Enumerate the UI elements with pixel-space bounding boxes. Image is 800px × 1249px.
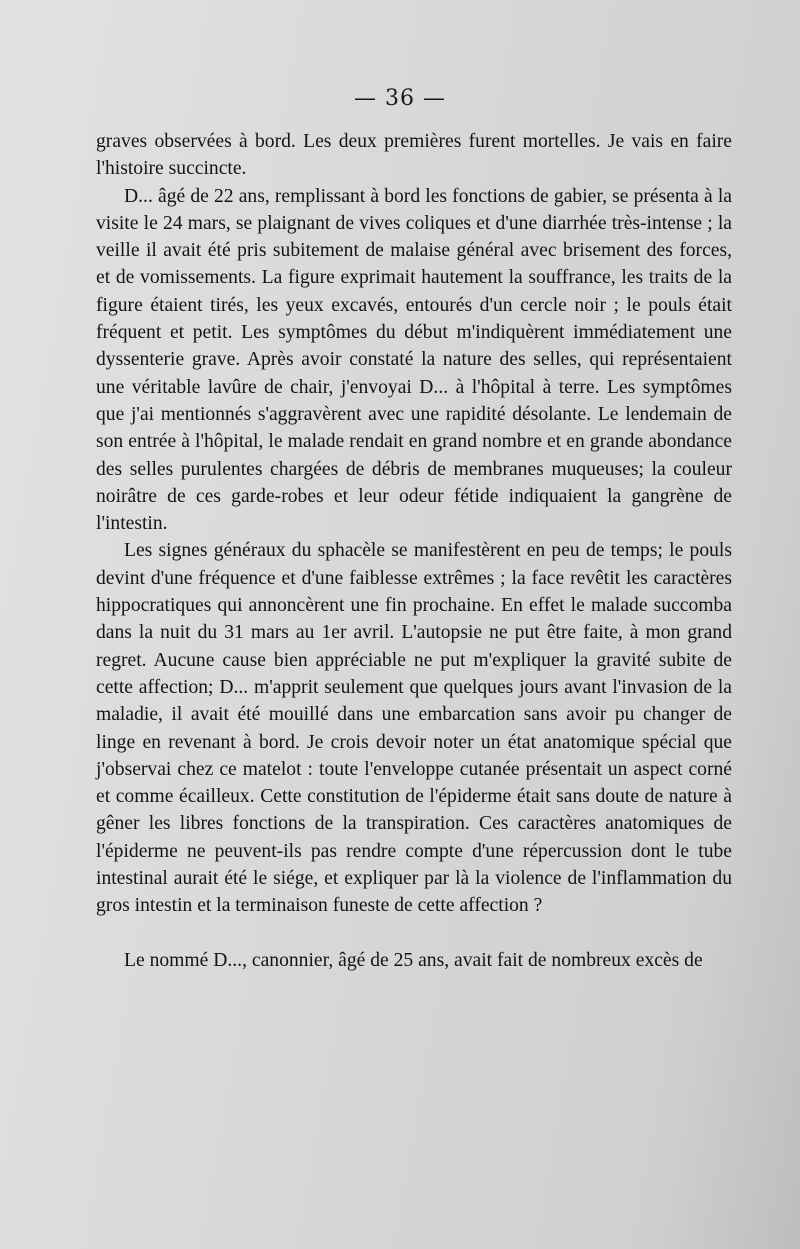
page-number: — 36 — <box>354 86 446 111</box>
body-text <box>96 128 732 974</box>
paragraph-case-one: D... âgé de 22 ans, remplissant à bord les fonctions de gabier, se présenta à la visite le 24 mars, se plaignant de vives coliques et d'une diarrhée très-intense ; la veille il avait été pris subitement de malaise général avec brisement des forces, et de vomissements. La figure exprimait hautement la souffrance, les traits de la figure étaient tirés, les yeux excavés, entourés d'un cercle noir ; le pouls était fréquent et petit. Les symptômes du début m'indiquèrent immédiatement une dyssenterie grave. Après avoir constaté la nature des selles, qui représentaient une véritable lavûre de chair, j'envoyai D... à l'hôpital à terre. Les symptômes que j'ai mentionnés s'aggravèrent avec une rapidité désolante. Le lendemain de son entrée à l'hôpital, le malade rendait en grand nombre et en grande abondance des selles purulentes chargées de débris de membranes muqueuses; la couleur noirâtre de ces garde-robes et leur odeur fétide indiquaient la gangrène de l'intestin. <box>96 185 732 535</box>
paragraph-continuation: graves observées à bord. Les deux premières furent mortelles. Je vais en faire l'histoire succincte. <box>96 131 732 180</box>
paragraph-signs: Les signes généraux du sphacèle se manifestèrent en peu de temps; le pouls devint d'une fréquence et d'une faiblesse extrêmes ; la face revêtit les caractères hippocratiques qui annoncèrent une fin prochaine. En effet le malade succomba dans la nuit du 31 mars au 1er avril. L'autopsie ne put être faite, à mon grand regret. Aucune cause bien appréciable ne put m'expliquer la gravité subite de cette affection; D... m'apprit seulement que quelques jours avant l'invasion de la maladie, il avait été mouillé dans une embarcation sans avoir pu changer de linge en revenant à bord. Je crois devoir noter un état anatomique spécial que j'observai chez ce matelot : toute l'enveloppe cutanée présentait un aspect corné et comme écailleux. Cette constitution de l'épiderme était sans doute de nature à gêner les libres fonctions de la transpiration. Ces caractères anatomiques de l'épiderme ne peuvent-ils pas rendre compte d'une répercussion dont le tube intestinal aurait été le siége, et expliquer par là la violence de l'inflammation du gros intestin et la terminaison funeste de cette affection ? <box>96 540 732 917</box>
paragraph-case-two: Le nommé D..., canonnier, âgé de 25 ans, avait fait de nombreux excès de <box>124 949 703 971</box>
